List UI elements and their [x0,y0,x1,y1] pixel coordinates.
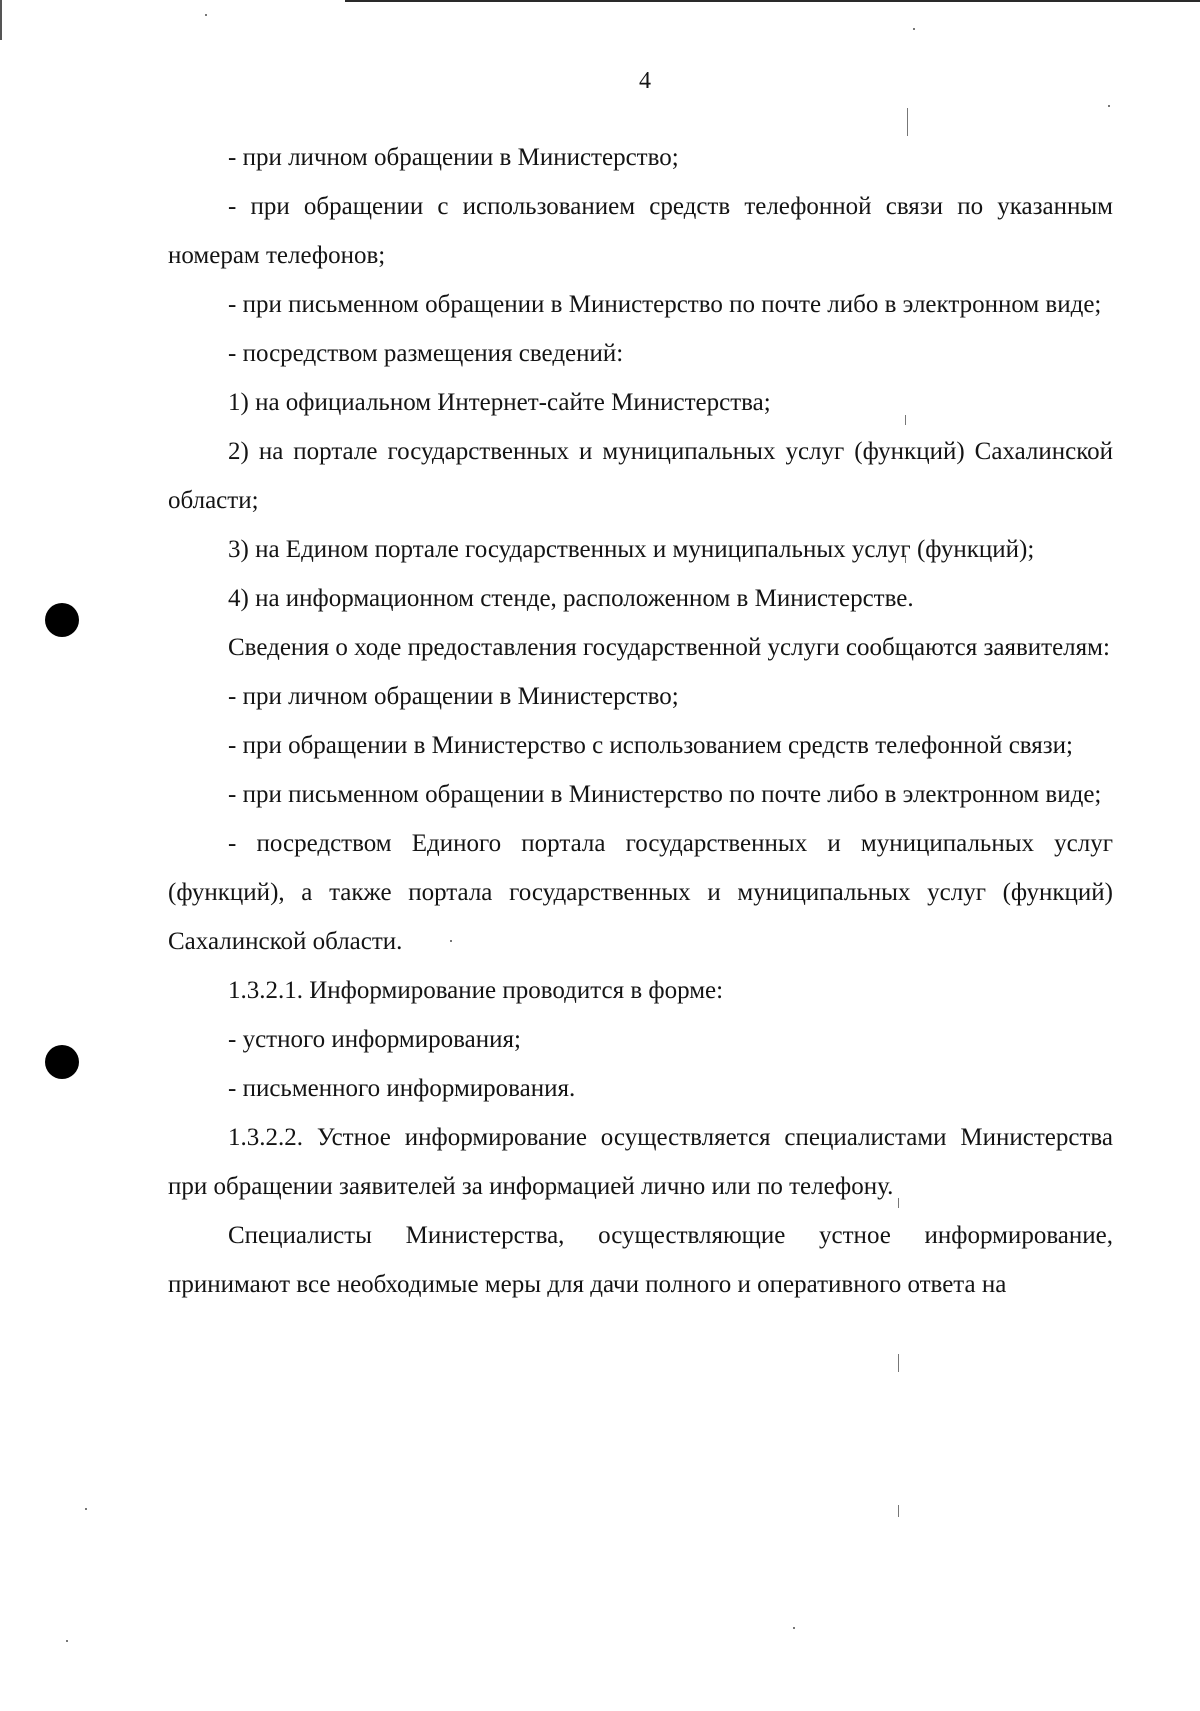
scan-edge-left [0,0,2,40]
paragraph: - посредством Единого портала государственных и муниципальных услуг (функций), а также портала государственных и муниципальных услуг (функций) Сахалинской области. [168,830,1113,955]
scan-speck [1108,105,1110,107]
paragraph: - при обращении в Министерство с использованием средств телефонной связи; [228,732,1073,759]
scan-speck [793,1627,795,1629]
punch-hole-lower [45,1045,79,1079]
paragraph: 1.3.2.1. Информирование проводится в форме: [228,977,724,1004]
document-body [168,133,1113,1309]
paragraph: Специалисты Министерства, осуществляющие устное информирование, принимают все необходимые меры для дачи полного и оперативного ответа на [168,1222,1113,1298]
paragraph: Сведения о ходе предоставления государственной услуги сообщаются заявителям: [228,634,1110,661]
paragraph: 4) на информационном стенде, расположенном в Министерстве. [228,585,914,612]
paragraph: - при личном обращении в Министерство; [228,683,679,710]
scan-speck [66,1640,68,1642]
paragraph: - письменного информирования. [228,1075,576,1102]
scan-edge-top [345,0,1200,2]
paragraph: - при обращении с использованием средств телефонной связи по указанным номерам телефонов; [168,193,1113,269]
punch-hole-upper [45,603,79,637]
scan-speck [913,28,915,30]
scan-speck [907,108,908,136]
scan-speck [898,1354,899,1372]
paragraph: - устного информирования; [228,1026,521,1053]
paragraph: - при личном обращении в Министерство; [228,144,679,171]
paragraph: 1.3.2.2. Устное информирование осуществляется специалистами Министерства при обращении заявителей за информацией лично или по телефону. [168,1124,1113,1200]
paragraph: - при письменном обращении в Министерство по почте либо в электронном виде; [228,781,1102,808]
paragraph: 2) на портале государственных и муниципальных услуг (функций) Сахалинской области; [168,438,1113,514]
scan-speck [85,1508,87,1510]
paragraph: - при письменном обращении в Министерство по почте либо в электронном виде; [228,291,1102,318]
scan-speck [898,1505,899,1517]
page-number: 4 [639,68,651,94]
paragraph: 3) на Едином портале государственных и муниципальных услуг (функций); [228,536,1035,563]
scan-speck [205,14,207,16]
paragraph: - посредством размещения сведений: [228,340,624,367]
paragraph: 1) на официальном Интернет-сайте Министерства; [228,389,771,416]
